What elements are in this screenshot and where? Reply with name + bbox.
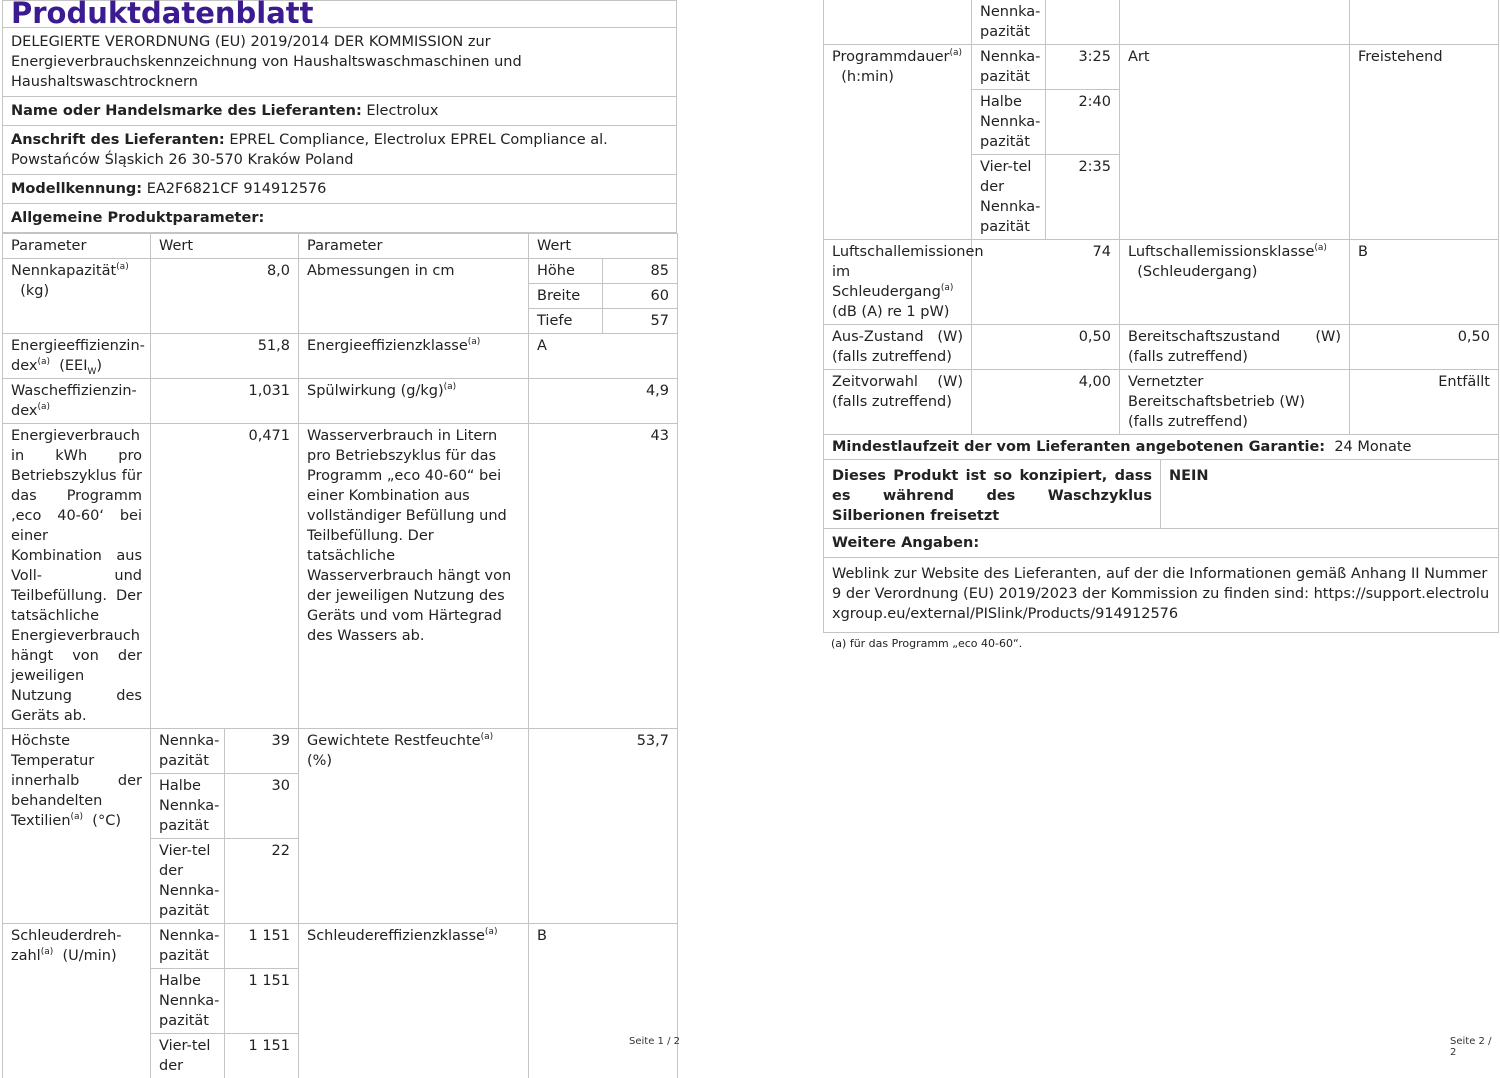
table-row xyxy=(824,0,1499,45)
spin-sub-label: Nennka-pazität xyxy=(972,0,1046,45)
capacity-value: 8,0 xyxy=(151,259,299,334)
header-parameter-2: Parameter xyxy=(299,234,529,259)
capacity-unit: (kg) xyxy=(20,283,49,299)
supplier-name: Electrolux xyxy=(366,103,438,119)
model-label: Modellkennung: xyxy=(11,181,142,197)
off-mode-label: Aus-Zustand (W) (falls zutreffend) xyxy=(824,325,972,370)
width-label: Breite xyxy=(529,284,603,309)
spin-sub-value: 1 151 xyxy=(225,1034,299,1078)
spin-unit: (U/min) xyxy=(62,948,116,964)
eec-label-text: Energieeffizienzklasse xyxy=(307,338,468,354)
max-temp-label xyxy=(3,729,151,924)
table-row xyxy=(824,370,1499,435)
supplier-name-label: Name oder Handelsmarke des Lieferanten: xyxy=(11,103,362,119)
duration-sub-label: Nennka-pazität xyxy=(972,45,1046,90)
duration-label-text: Programmdauer xyxy=(832,49,949,65)
eec-label xyxy=(299,334,529,379)
spin-label-cont xyxy=(824,0,972,45)
table-row xyxy=(824,325,1499,370)
footnote-mark: (a) xyxy=(116,262,129,272)
energy-use-label: Energieverbrauch in kWh pro Betriebszyklus für das Programm ‚eco 40-60‘ bei einer Kombination aus Voll- und Teilbefüllung. Der tatsächliche Energieverbrauch hängt von der jeweiligen Nutzung des Geräts ab. xyxy=(3,424,151,729)
page-number-1: Seite 1 / 2 xyxy=(629,1036,680,1047)
spin-label xyxy=(3,924,151,1078)
spin-class-value: B xyxy=(529,924,678,1078)
table-header-row xyxy=(3,234,678,259)
eei-unit: (EEI xyxy=(59,358,87,374)
footnote-mark: (a) xyxy=(468,337,481,347)
noise-class-label xyxy=(1120,240,1350,325)
capacity-label-text: Nennkapazität xyxy=(11,263,116,279)
header-block xyxy=(2,0,677,233)
footnote: (a) für das Programm „eco 40-60“. xyxy=(823,633,1498,654)
max-temp-sub-label: Nennka-pazität xyxy=(151,729,225,774)
wei-value: 1,031 xyxy=(151,379,299,424)
spin-sub-value: 1 151 xyxy=(225,969,299,1034)
supplier-name-row xyxy=(3,97,676,126)
width-value: 60 xyxy=(603,284,678,309)
table-row xyxy=(3,334,678,379)
height-value: 85 xyxy=(603,259,678,284)
type-label: Art xyxy=(1120,45,1350,240)
weblink-text: Weblink zur Website des Lieferanten, auf der die Informationen gemäß Anhang II Nummer 9 der Verordnung (EU) 2019/2023 der Kommission zu finden sind: https://support.electroluxgroup.eu/external/PISlink/Products/914912576 xyxy=(824,558,1499,633)
water-use-value: 43 xyxy=(529,424,678,729)
max-temp-sub-label: Halbe Nennka-pazität xyxy=(151,774,225,839)
noise-class-label-text: Luftschallemissionsklasse xyxy=(1128,244,1314,260)
footnote-mark: (a) xyxy=(941,283,954,293)
spin-class-label-text: Schleudereffizienzklasse xyxy=(307,928,485,944)
footnote-mark: (a) xyxy=(481,732,494,742)
moisture-value: 53,7 xyxy=(529,729,678,924)
standby-label: Bereitschaftszustand (W) (falls zutreffend) xyxy=(1120,325,1350,370)
wei-label-text: Wascheffizienzin-dex xyxy=(11,383,137,419)
guarantee-row xyxy=(824,435,1499,460)
footnote-mark: (a) xyxy=(71,812,84,822)
silver-label-text: Dieses Produkt ist so konzipiert, dass es während des Waschzyklus Silberionen freisetzt xyxy=(832,468,1152,524)
networked-value: Entfällt xyxy=(1350,370,1499,435)
header-value-2: Wert xyxy=(529,234,678,259)
capacity-label xyxy=(3,259,151,334)
duration-sub-label: Vier-tel der Nennka-pazität xyxy=(972,155,1046,240)
footnote-mark: (a) xyxy=(41,947,54,957)
regulation-text: DELEGIERTE VERORDNUNG (EU) 2019/2014 DER KOMMISSION zur Energieverbrauchskennzeichnung von Haushaltswaschmaschinen und Haushaltswaschtrocknern xyxy=(3,28,676,97)
params-table-cont xyxy=(823,0,1499,460)
more-info-row xyxy=(824,529,1499,558)
header-parameter: Parameter xyxy=(3,234,151,259)
table-row xyxy=(3,424,678,729)
spin-sub-label: Vier-tel der xyxy=(151,1034,225,1078)
footnote-mark: (a) xyxy=(37,402,50,412)
eec-value: A xyxy=(529,334,678,379)
moisture-label xyxy=(299,729,529,924)
supplier-address-row xyxy=(3,126,676,175)
footnote-mark: (a) xyxy=(949,48,962,58)
noise-unit: (dB (A) re 1 pW) xyxy=(832,304,949,320)
type-value: Freistehend xyxy=(1350,45,1499,240)
more-info-label: Weitere Angaben: xyxy=(832,535,979,551)
wei-label xyxy=(3,379,151,424)
footnote-mark: (a) xyxy=(1314,243,1327,253)
supplier-address-label: Anschrift des Lieferanten: xyxy=(11,132,225,148)
table-row xyxy=(824,45,1499,90)
silver-label xyxy=(824,460,1161,529)
silver-value-text: NEIN xyxy=(1169,468,1209,484)
general-params-row xyxy=(3,204,676,233)
footnote-mark: (a) xyxy=(444,382,457,392)
duration-sub-label: Halbe Nennka-pazität xyxy=(972,90,1046,155)
energy-use-value: 0,471 xyxy=(151,424,299,729)
spin-sub-value: 1 151 xyxy=(225,924,299,969)
table-row xyxy=(824,435,1499,460)
max-temp-label-text: Höchste Temperatur innerhalb der behandelten Textilien xyxy=(11,733,142,829)
footnote-mark: (a) xyxy=(37,357,50,367)
delay-start-value: 4,00 xyxy=(972,370,1120,435)
eei-value: 51,8 xyxy=(151,334,299,379)
supplier-address: EPREL Compliance, Electrolux EPREL Compliance al. Powstańców Śląskich 26 30-570 Kraków Poland xyxy=(11,132,608,168)
networked-label: Vernetzter Bereitschaftsbetrieb (W) (falls zutreffend) xyxy=(1120,370,1350,435)
duration-sub-value: 3:25 xyxy=(1046,45,1120,90)
spin-class-label-cont xyxy=(1120,0,1350,45)
moisture-unit: (%) xyxy=(307,753,332,769)
guarantee-value: 24 Monate xyxy=(1334,439,1411,455)
page-title: Produktdatenblatt xyxy=(3,1,676,28)
depth-value: 57 xyxy=(603,309,678,334)
model-id: EA2F6821CF 914912576 xyxy=(147,181,327,197)
spin-sub-label: Halbe Nennka-pazität xyxy=(151,969,225,1034)
max-temp-sub-value: 22 xyxy=(225,839,299,924)
eei-unit-close: ) xyxy=(96,358,102,374)
page-1 xyxy=(2,0,677,1078)
eei-label-text: Energieeffizienzin-dex xyxy=(11,338,145,374)
table-row xyxy=(824,240,1499,325)
spin-sub-label: Nennka-pazität xyxy=(151,924,225,969)
spin-class-label xyxy=(299,924,529,1078)
table-row xyxy=(3,379,678,424)
general-params-label: Allgemeine Produktparameter: xyxy=(11,210,264,226)
depth-label: Tiefe xyxy=(529,309,603,334)
max-temp-sub-label: Vier-tel der Nennka-pazität xyxy=(151,839,225,924)
eei-label xyxy=(3,334,151,379)
header-value: Wert xyxy=(151,234,299,259)
duration-sub-value: 2:35 xyxy=(1046,155,1120,240)
params-table xyxy=(2,233,678,1078)
silver-value xyxy=(1161,460,1499,529)
table-row xyxy=(3,259,678,284)
off-mode-value: 0,50 xyxy=(972,325,1120,370)
max-temp-unit: (°C) xyxy=(92,813,121,829)
guarantee-label: Mindestlaufzeit der vom Lieferanten angebotenen Garantie: xyxy=(832,439,1325,455)
noise-class-value: B xyxy=(1350,240,1499,325)
rinse-label-text: Spülwirkung (g/kg) xyxy=(307,383,444,399)
water-use-label: Wasserverbrauch in Litern pro Betriebszyklus für das Programm „eco 40-60“ bei einer Kombination aus vollständiger Befüllung und Teilbefüllung. Der tatsächliche Wasserverbrauch hängt von der jeweiligen Nutzung des Geräts und vom Härtegrad des Wassers ab. xyxy=(299,424,529,729)
max-temp-sub-value: 30 xyxy=(225,774,299,839)
table-row xyxy=(824,529,1499,558)
rinse-value: 4,9 xyxy=(529,379,678,424)
standby-value: 0,50 xyxy=(1350,325,1499,370)
duration-unit: (h:min) xyxy=(841,69,894,85)
height-label: Höhe xyxy=(529,259,603,284)
noise-class-unit: (Schleudergang) xyxy=(1137,264,1257,280)
table-row xyxy=(3,924,678,969)
table-row xyxy=(3,729,678,774)
table-row xyxy=(824,558,1499,633)
noise-value: 74 xyxy=(972,240,1120,325)
duration-sub-value: 2:40 xyxy=(1046,90,1120,155)
dimensions-label: Abmessungen in cm xyxy=(299,259,529,334)
rinse-label xyxy=(299,379,529,424)
duration-label xyxy=(824,45,972,240)
moisture-label-text: Gewichtete Restfeuchte xyxy=(307,733,481,749)
noise-label xyxy=(824,240,972,325)
table-row xyxy=(824,460,1499,529)
spin-sub-value-cont xyxy=(1046,0,1120,45)
page-number-2: Seite 2 / 2 xyxy=(1450,1036,1500,1058)
spin-class-value-cont xyxy=(1350,0,1499,45)
eei-unit-sub: W xyxy=(87,367,96,377)
page-2 xyxy=(823,0,1498,654)
footnote-mark: (a) xyxy=(485,927,498,937)
max-temp-sub-value: 39 xyxy=(225,729,299,774)
silver-table xyxy=(823,460,1499,633)
noise-label-text: Luftschallemissionen im Schleudergang xyxy=(832,244,984,300)
spin-label-text: Schleuderdreh-zahl xyxy=(11,928,122,964)
delay-start-label: Zeitvorwahl (W) (falls zutreffend) xyxy=(824,370,972,435)
model-row xyxy=(3,175,676,204)
